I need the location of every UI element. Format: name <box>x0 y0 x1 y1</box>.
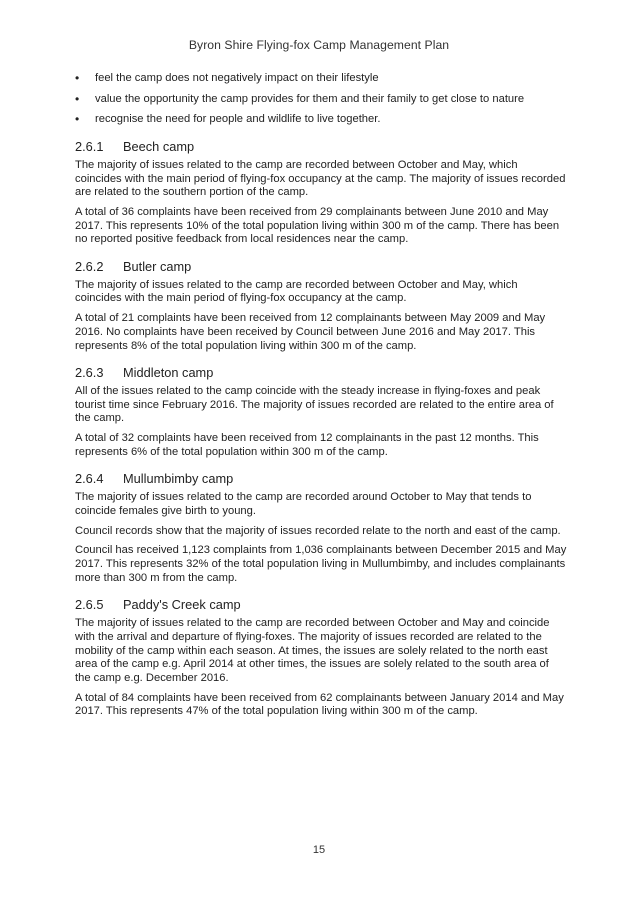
paragraph: A total of 84 complaints have been received from 62 complainants between January 2014 and May 2017. This represents 47% of the total population living within 300 m of the camp. <box>75 691 564 718</box>
bullet-item: • feel the camp does not negatively impact on their lifestyle <box>75 71 379 85</box>
document-header: Byron Shire Flying-fox Camp Management Plan <box>188 38 450 52</box>
bullet-icon: • <box>75 71 80 85</box>
section-paddys-creek-camp <box>75 598 567 719</box>
section-heading: 2.6.1 Beech camp <box>75 139 195 155</box>
section-beech-camp <box>75 140 567 247</box>
bullet-icon: • <box>75 91 80 106</box>
page-number: 15 <box>312 844 326 856</box>
section-heading: 2.6.3 Middleton camp <box>75 365 214 381</box>
section-mullumbimby-camp <box>75 472 567 585</box>
paragraph: Council has received 1,123 complaints from 1,036 complainants between December 2015 and May 2017. This represents 32% of the total population living in Mullumbimby, and includes complainants more than 300 m from the camp. <box>75 544 567 584</box>
bullet-icon: • <box>75 112 80 127</box>
paragraph: The majority of issues related to the camp are recorded between October and May and coincide with the arrival and departure of flying-foxes. The majority of issues recorded are related to the mobility of the camp within each season. At times, the issues are solely related to the north east area of the camp e.g. April 2014 at other times, the issues are solely related to the south area of the camp e.g. December 2016. <box>75 617 550 684</box>
page-content <box>75 72 567 725</box>
paragraph: The majority of issues related to the camp are recorded between October and May, which coincides with the main period of flying-fox occupancy at the camp. The majority of issues recorded are related to the southern portion of the camp. <box>75 158 566 199</box>
paragraph: All of the issues related to the camp coincide with the steady increase in flying-foxes and peak tourist time since February 2016. The majority of issues recorded are related to the entire area of the camp. <box>75 384 554 425</box>
section-heading: 2.6.4 Mullumbimby camp <box>75 471 234 487</box>
section-butler-camp <box>75 260 567 353</box>
section-heading: 2.6.2 Butler camp <box>75 259 192 275</box>
paragraph: A total of 36 complaints have been received from 29 complainants between June 2010 and May 2017. This represents 10% of the total population living within 300 m of the camp. There has been no reported positive feedback from local residences near the camp. <box>75 205 560 246</box>
section-heading: 2.6.5 Paddy's Creek camp <box>75 597 241 613</box>
paragraph: A total of 32 complaints have been received from 12 complainants in the past 12 months. This represents 6% of the total population within 300 m of the camp. <box>75 432 539 458</box>
paragraph: Council records show that the majority of issues recorded relate to the north and east of the camp. <box>75 524 561 537</box>
bullet-item: • recognise the need for people and wildlife to live together. <box>75 112 381 127</box>
paragraph: The majority of issues related to the camp are recorded between October and May, which coincides with the main period of flying-fox occupancy at the camp. <box>75 278 518 305</box>
paragraph: A total of 21 complaints have been received from 12 complainants between May 2009 and May 2016. No complaints have been received by Council between June 2016 and May 2017. This represents 8% of the total population living within 300 m of the camp. <box>75 312 546 352</box>
section-middleton-camp <box>75 366 567 459</box>
bullet-list <box>75 72 567 127</box>
paragraph: The majority of issues related to the camp are recorded around October to May that tends to coincide females give birth to young. <box>75 491 532 517</box>
bullet-item: • value the opportunity the camp provides for them and their family to get close to nature <box>75 91 525 106</box>
